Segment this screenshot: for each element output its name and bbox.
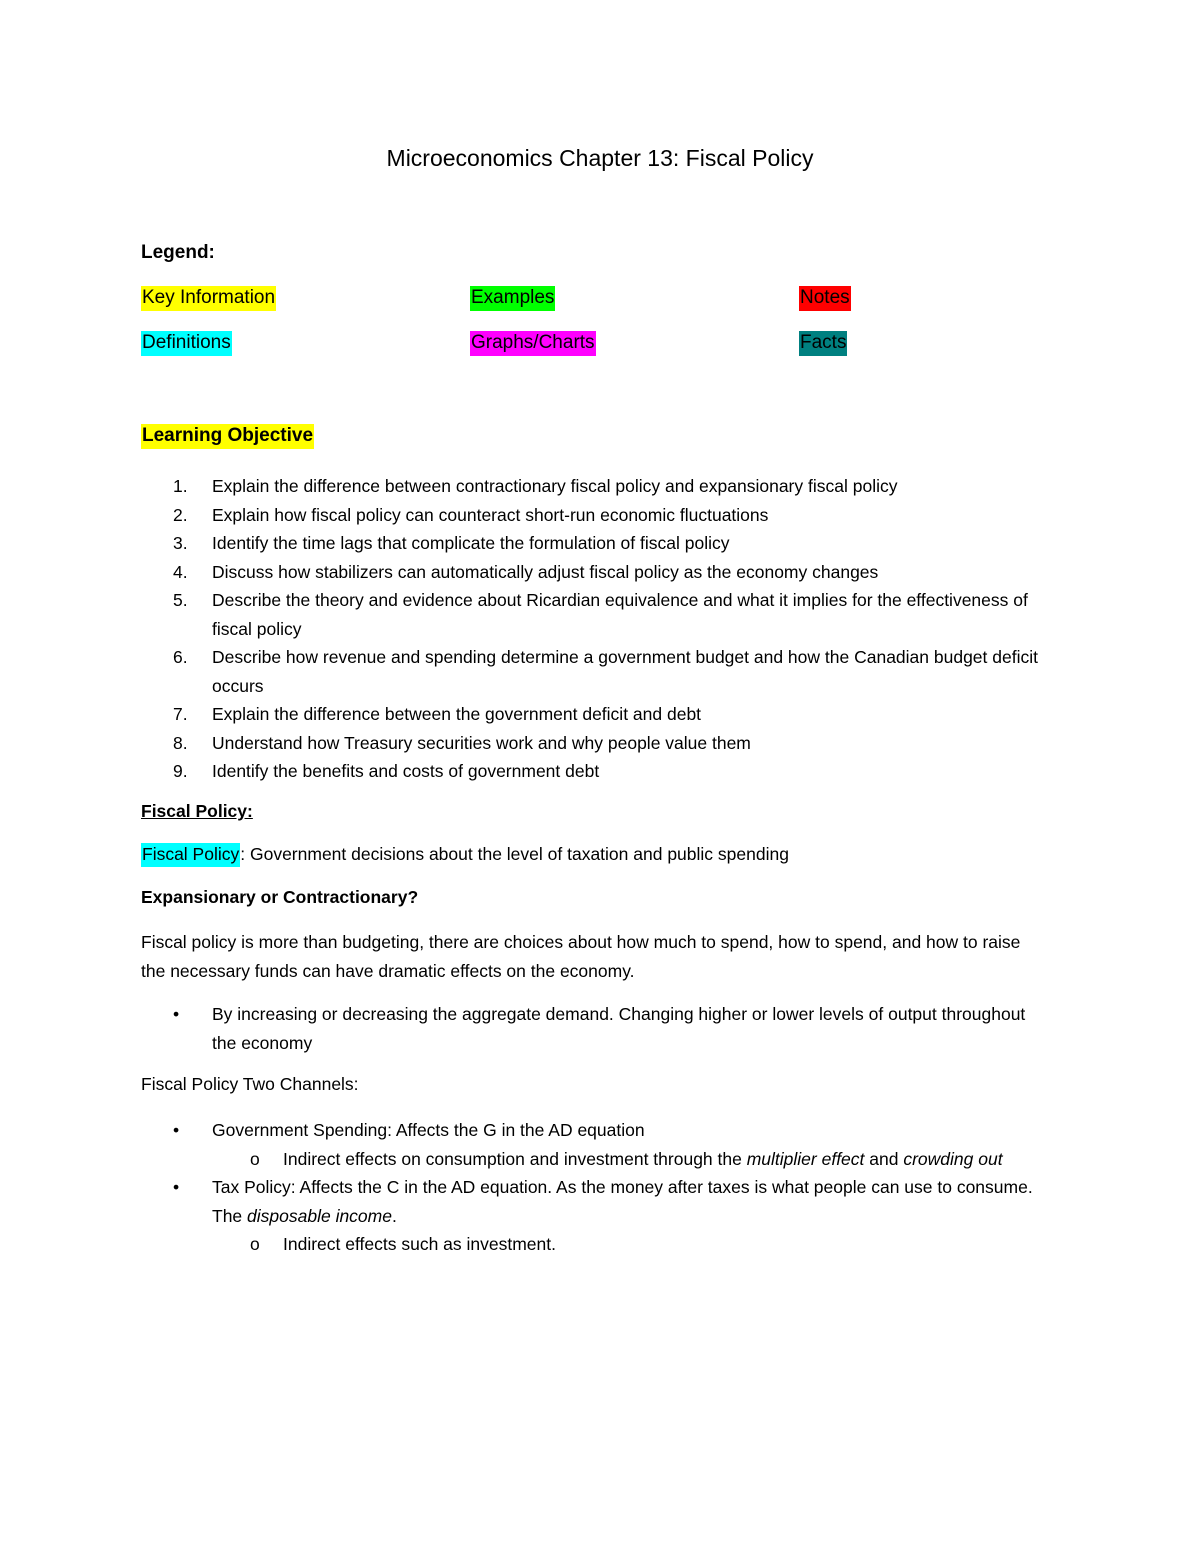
list-number: 7.	[173, 704, 188, 724]
sub-bullet-icon: o	[250, 1148, 260, 1169]
list-item-text: Identify the benefits and costs of government debt	[212, 761, 600, 781]
list-item	[141, 529, 1041, 558]
sub-bullet-icon: o	[250, 1234, 260, 1254]
sub-list	[212, 1145, 1051, 1174]
crowding-out-term: crowding out	[903, 1148, 1003, 1169]
list-item-text: Government Spending: Affects the G in the AD equation	[212, 1120, 645, 1140]
channels-heading: Fiscal Policy Two Channels:	[141, 1074, 359, 1094]
definition-text: : Government decisions about the level of taxation and public spending	[240, 844, 789, 864]
list-item-text: Understand how Treasury securities work and why people value them	[212, 732, 751, 753]
sub-list-item	[212, 1145, 1051, 1174]
list-item-text: Tax Policy: Affects the C in the AD equation. As the money after taxes is what people can use to consume. The	[212, 1177, 1033, 1226]
aggregate-demand-bullets	[141, 1000, 1051, 1057]
legend-item-examples	[470, 287, 555, 309]
list-item-text-end: .	[391, 1205, 397, 1226]
legend-label: Examples	[470, 286, 555, 311]
list-item-text: Explain the difference between contractionary fiscal policy and expansionary fiscal policy	[212, 476, 898, 496]
list-item-text: Describe how revenue and spending determine a government budget and how the Canadian budget deficit occurs	[212, 647, 1038, 696]
definition-term: Fiscal Policy	[141, 843, 240, 867]
list-item	[141, 501, 1041, 530]
bullet-icon: •	[173, 1004, 180, 1024]
list-item-text: Describe the theory and evidence about Ricardian equivalence and what it implies for the effectiveness of fiscal policy	[212, 590, 1028, 639]
learning-objective-list	[141, 472, 1041, 786]
multiplier-effect-term: multiplier effect	[746, 1148, 865, 1169]
page-title: Microeconomics Chapter 13: Fiscal Policy	[386, 145, 814, 171]
channels-list	[141, 1116, 1051, 1259]
legend-item-key-information	[141, 287, 276, 309]
list-item-text: Identify the time lags that complicate the formulation of fiscal policy	[212, 533, 730, 553]
sub-text: Indirect effects such as investment.	[283, 1234, 557, 1254]
bullet-icon: •	[173, 1120, 180, 1140]
sub-list-item	[212, 1230, 1051, 1259]
list-item	[141, 1116, 1051, 1173]
list-item	[141, 757, 1041, 786]
list-item	[141, 729, 1041, 758]
list-number: 1.	[173, 476, 188, 496]
sub-list	[212, 1230, 1051, 1259]
list-item	[141, 700, 1041, 729]
legend-label: Key Information	[141, 286, 276, 311]
list-number: 8.	[173, 732, 188, 753]
list-number: 6.	[173, 647, 188, 667]
list-number: 5.	[173, 590, 188, 610]
bullet-icon: •	[173, 1177, 180, 1197]
expansionary-contractionary-heading: Expansionary or Contractionary?	[141, 887, 419, 907]
legend-label: Graphs/Charts	[470, 331, 596, 356]
list-number: 3.	[173, 533, 188, 553]
list-item-text: Explain the difference between the government deficit and debt	[212, 704, 702, 724]
list-item	[141, 558, 1041, 587]
legend-item-definitions	[141, 332, 232, 354]
legend-label: Facts	[799, 331, 847, 356]
list-item	[141, 1173, 1051, 1259]
list-item-text: By increasing or decreasing the aggregate demand. Changing higher or lower levels of output throughout the economy	[212, 1004, 1026, 1053]
list-item	[141, 643, 1041, 700]
learning-objective-heading	[141, 425, 314, 447]
legend-item-notes	[799, 287, 851, 309]
list-item	[141, 586, 1041, 643]
disposable-income-term: disposable income	[247, 1205, 392, 1226]
list-number: 2.	[173, 504, 188, 525]
list-number: 4.	[173, 561, 188, 582]
sub-text-joiner: and	[864, 1148, 904, 1169]
list-item	[141, 472, 1041, 501]
legend-label: Definitions	[141, 331, 232, 356]
learning-objective-label: Learning Objective	[141, 424, 314, 449]
sub-text: Indirect effects on consumption and investment through the	[283, 1148, 747, 1169]
legend-label: Notes	[799, 286, 851, 311]
legend-item-graphs-charts	[470, 332, 596, 354]
fiscal-policy-definition	[141, 844, 789, 865]
legend-heading: Legend:	[141, 242, 215, 263]
list-item	[141, 1000, 1051, 1057]
list-item-text: Discuss how stabilizers can automatically adjust fiscal policy as the economy changes	[212, 561, 879, 582]
legend-item-facts	[799, 332, 847, 354]
fiscal-policy-heading: Fiscal Policy:	[141, 801, 253, 821]
list-item-text: Explain how fiscal policy can counteract short-run economic fluctuations	[212, 504, 769, 525]
fiscal-policy-paragraph: Fiscal policy is more than budgeting, there are choices about how much to spend, how to spend, and how to raise the necessary funds can have dramatic effects on the economy.	[141, 932, 1021, 981]
list-number: 9.	[173, 761, 188, 781]
